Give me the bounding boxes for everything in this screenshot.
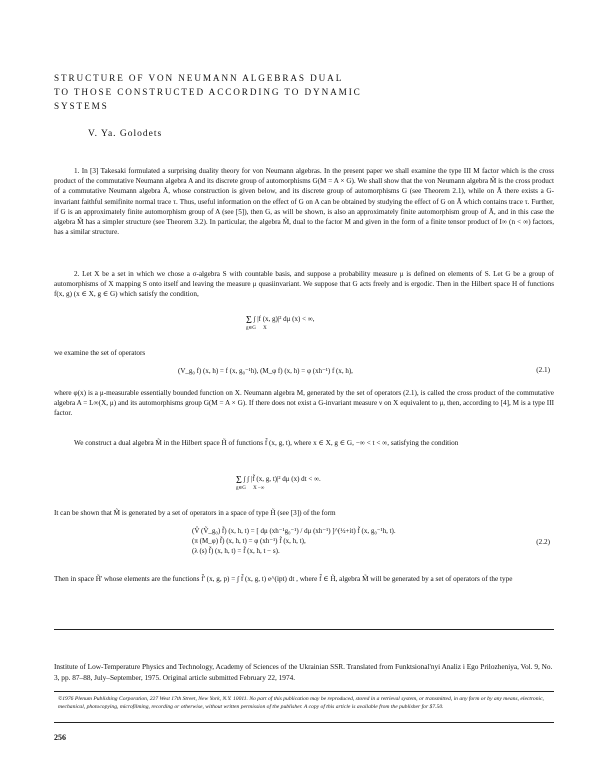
formula-3-body: ∫ ∫ |f̃ (x, g, t)|² dμ (x) dt < ∞. [243,475,321,483]
examine-text: we examine the set of operators [54,349,146,357]
section-1-paragraph [54,166,554,237]
formula-1-sum-symbol: Σ [246,315,252,326]
where-paragraph: where φ(x) is a μ-measurable essentially bounded function on X. Neumann algebra M, generated by the set of operators (2.1), is called the cross product of the commutative algebra A = L∞(X, μ) and its automorphisms group G(M = A × G). If there does not exist a G-invariant measure ν on X equivalent to μ, then, according to [4], M is a type III factor. [54,389,554,418]
formula-2-2-line-1: (V̂ (Ṽ_g₀) f̃) (x, h, t) = [ dμ (xh⁻¹g₀⁻¹) / dμ (xh⁻¹) ]^(½+it) f̃ (x, g₀⁻¹h, t). [192,527,396,535]
formula-3-integral-subscript: X −∞ [253,486,265,491]
formula-condition-1 [246,314,315,332]
author-name: V. Ya. Golodets [88,129,163,139]
shown-paragraph: It can be shown that M̃ is generated by a set of operators in a space of type H̃ (see [3]) of the form [54,509,336,517]
footnote-separator [54,629,554,630]
paper-title [54,71,474,113]
section-2-number: 2. [74,270,80,278]
formula-block-2-2 [192,526,396,556]
equation-number-2-1: (2.1) [536,366,550,374]
formula-1-sum-subscript: g∈G [246,326,256,331]
formula-operators-2-1: (V_g₀ f) (x, h) = f (x, g₀⁻¹h), (M_φ f) (x, h) = φ (xh⁻¹) f (x, h), [178,367,353,375]
formula-2-2-line-3: (λ (s) f̃) (x, h, t) = f̃ (x, h, t − s). [192,547,280,555]
formula-3-sum-subscript: g∈G [236,486,246,491]
affiliation-footnote: Institute of Low-Temperature Physics and Technology, Academy of Sciences of the Ukrainian SSR. Translated from Funktsional'nyi Analiz i Ego Prilozheniya, Vol. 9, No. 3, pp. 87–88, July–September, 1975. Original article submitted February 22, 1974. [54,662,553,682]
page-number: 256 [54,733,66,742]
section-2-text: Let X be a set in which we chose a σ-algebra S with countable basis, and suppose a probability measure μ is defined on elements of S. Let G be a group of automorphisms of X mapping S onto itself and leaving the measure μ quasiinvariant. We suppose that G acts freely and is ergodic. Then in the Hilbert space H of functions f(x, g) (x ∈ X, g ∈ G) which satisfy the condition, [54,270,555,299]
construct-paragraph [54,438,554,448]
copyright-top-rule [54,691,554,692]
copyright-notice: ©1976 Plenum Publishing Corporation, 227 West 17th Street, New York, N.Y. 10011. No part of this publication may be reproduced, stored in a retrieval system, or transmitted, in any form or by any means, electronic, mechanical, photocopying, microfilming, recording or otherwise, without written permission of the publisher. A copy of this article is available from the publisher for $7.50. [58,696,544,711]
copyright-bottom-rule [54,722,554,723]
construct-text: We construct a dual algebra M̃ in the Hilbert space H̃ of functions f̃ (x, g, t), where x ∈ X, g ∈ G, −∞ < t < ∞, satisfying the condition [74,439,459,447]
formula-condition-2 [236,474,321,492]
then-paragraph: Then in space H̃' whose elements are the functions f̃' (x, g, p) = ∫ f̃ (x, g, t) e^(ipt) dt , where f̃ ∈ H̃, algebra M̃ will be generated by a set of operators of the type [54,575,513,583]
title-line-3: SYSTEMS [54,101,109,111]
section-2-paragraph [54,269,554,300]
formula-2-2-line-2: (π (M_φ) f̃) (x, h, t) = φ (xh⁻¹) f̃ (x, h, t), [192,537,306,545]
title-line-1: STRUCTURE OF VON NEUMANN ALGEBRAS DUAL [54,73,344,83]
formula-3-sum-symbol: Σ [236,475,242,486]
section-1-number: 1. [74,167,80,175]
section-1-text: In [3] Takesaki formulated a surprising duality theory for von Neumann algebras. In the present paper we shall examine the type III M factor which is the cross product of the commutative Neumann algebra A and its discrete group of automorphisms G(M = A × G). We shall show that the von Neumann algebra M̃ is the cross product of a commutative Neumann algebra Ã, whose construction is given below, and its discrete group of automorphisms G (see Theorem 2.1), while on Ã there exists a G-invariant faithful semifinite normal trace τ. Thus, useful information on the effect of G on A can be obtained by studying the effect of G on Ã which contains trace τ. Further, if G is an approximately finite automorphism group of A (see [5]), then G, as will be shown, is also an approximately finite automorphism group of Ã, and in this case the algebra M̃ has a simpler structure (see Theorem 3.2). In particular, the algebra M̃, dual to the factor M and given in the form of a finite tensor product of I∞ (n < ∞) factors, has a similar structure. [54,167,554,237]
title-line-2: TO THOSE CONSTRUCTED ACCORDING TO DYNAMIC [54,87,362,97]
formula-1-body: ∫ |f (x, g)|² dμ (x) < ∞, [253,315,315,323]
equation-number-2-2: (2.2) [536,538,550,546]
formula-1-integral-subscript: X [263,326,267,331]
